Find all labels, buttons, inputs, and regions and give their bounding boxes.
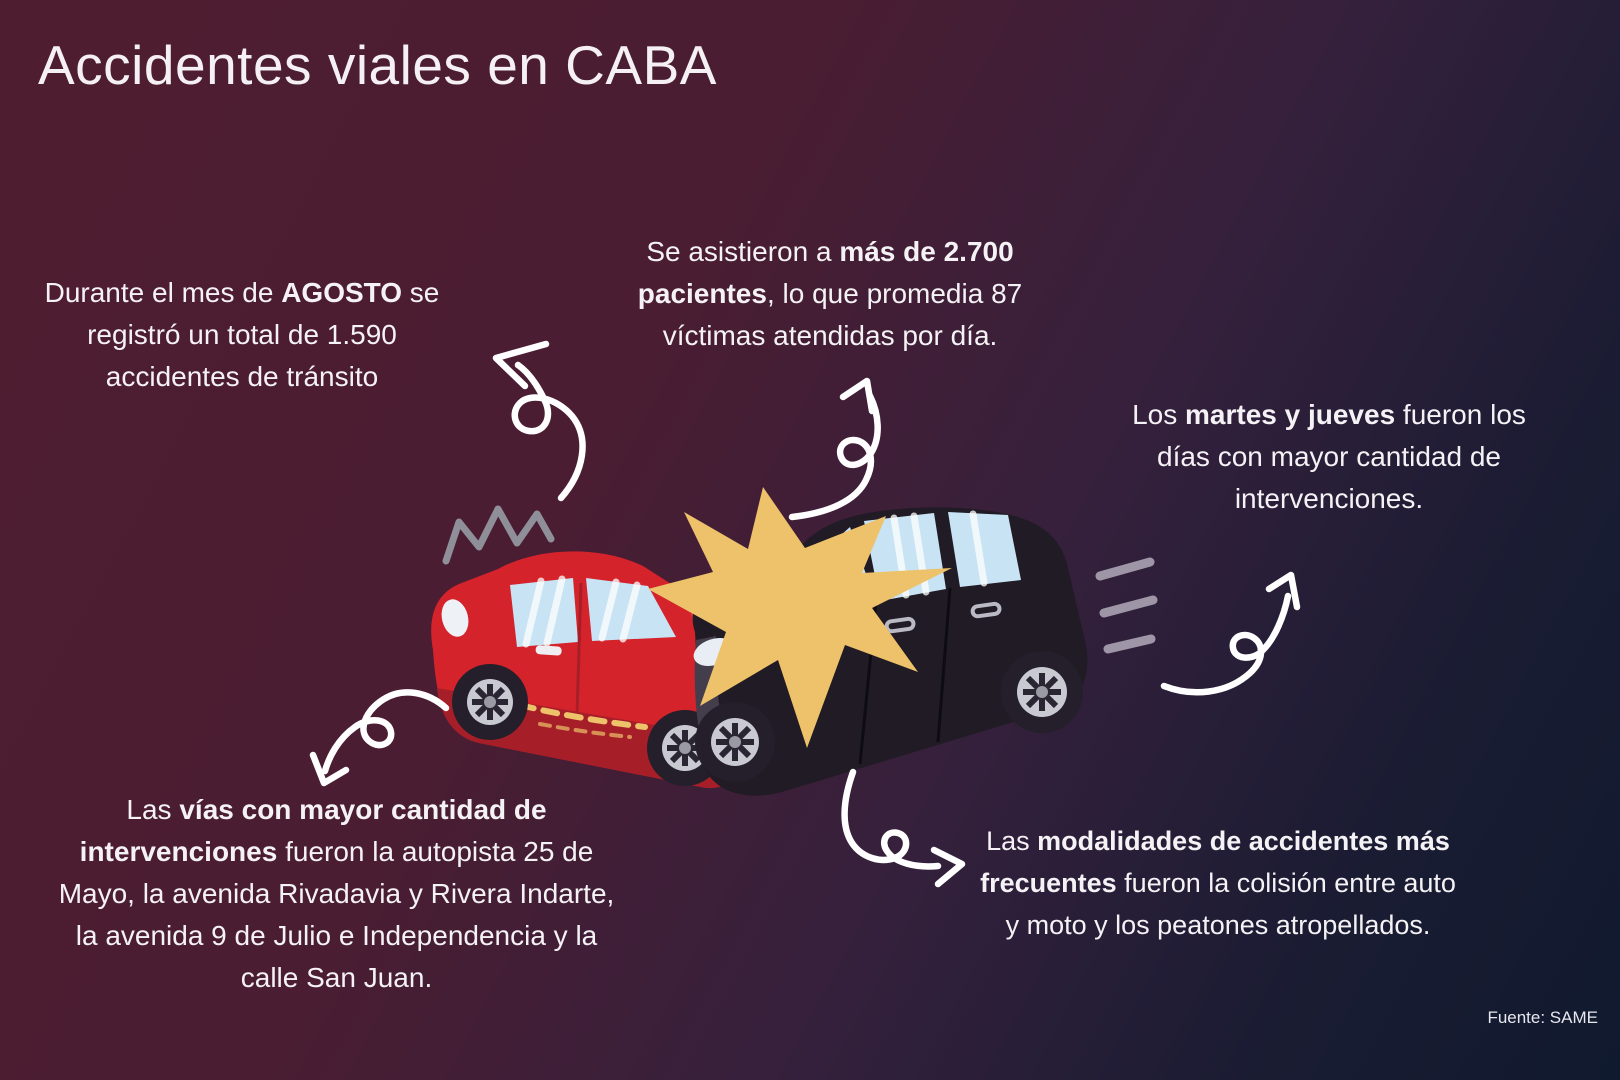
red-car-rear-wheel bbox=[452, 664, 528, 740]
stat-agosto-accidents: Durante el mes de AGOSTO se registró un total de 1.590 accidentes de tránsito bbox=[44, 277, 440, 392]
red-car-rear-window bbox=[510, 578, 578, 647]
curly-arrow-to-dias-icon bbox=[1164, 575, 1297, 692]
stat-patients-assisted: Se asistieron a más de 2.700 pacientes, lo que promedia 87 víctimas atendidas por día. bbox=[637, 236, 1023, 351]
stress-zigzag-icon bbox=[446, 509, 551, 561]
black-car-rear-wheel bbox=[1001, 651, 1083, 733]
speed-lines-icon bbox=[1100, 562, 1153, 649]
page-title: Accidentes viales en CABA bbox=[38, 34, 717, 96]
curly-arrow-to-agosto-icon bbox=[496, 344, 583, 498]
stat-roads-most-interventions: Las vías con mayor cantidad de intervenciones fueron la autopista 25 de Mayo, la avenida Rivadavia y Rivera Indarte, la avenida 9 de Julio e Independencia y la calle San Juan. bbox=[58, 794, 615, 993]
red-car-door-handle bbox=[535, 645, 562, 656]
stat-busiest-days: Los martes y jueves fueron los días con mayor cantidad de intervenciones. bbox=[1132, 399, 1526, 514]
stat-accident-modalities: Las modalidades de accidentes más frecuentes fueron la colisión entre auto y moto y los peatones atropellados. bbox=[980, 826, 1456, 940]
black-car-front-wheel bbox=[695, 702, 775, 782]
curly-arrow-to-vias-icon bbox=[313, 692, 446, 783]
source-credit: Fuente: SAME bbox=[1487, 1008, 1598, 1027]
curly-arrow-to-pacientes-icon bbox=[792, 381, 878, 517]
